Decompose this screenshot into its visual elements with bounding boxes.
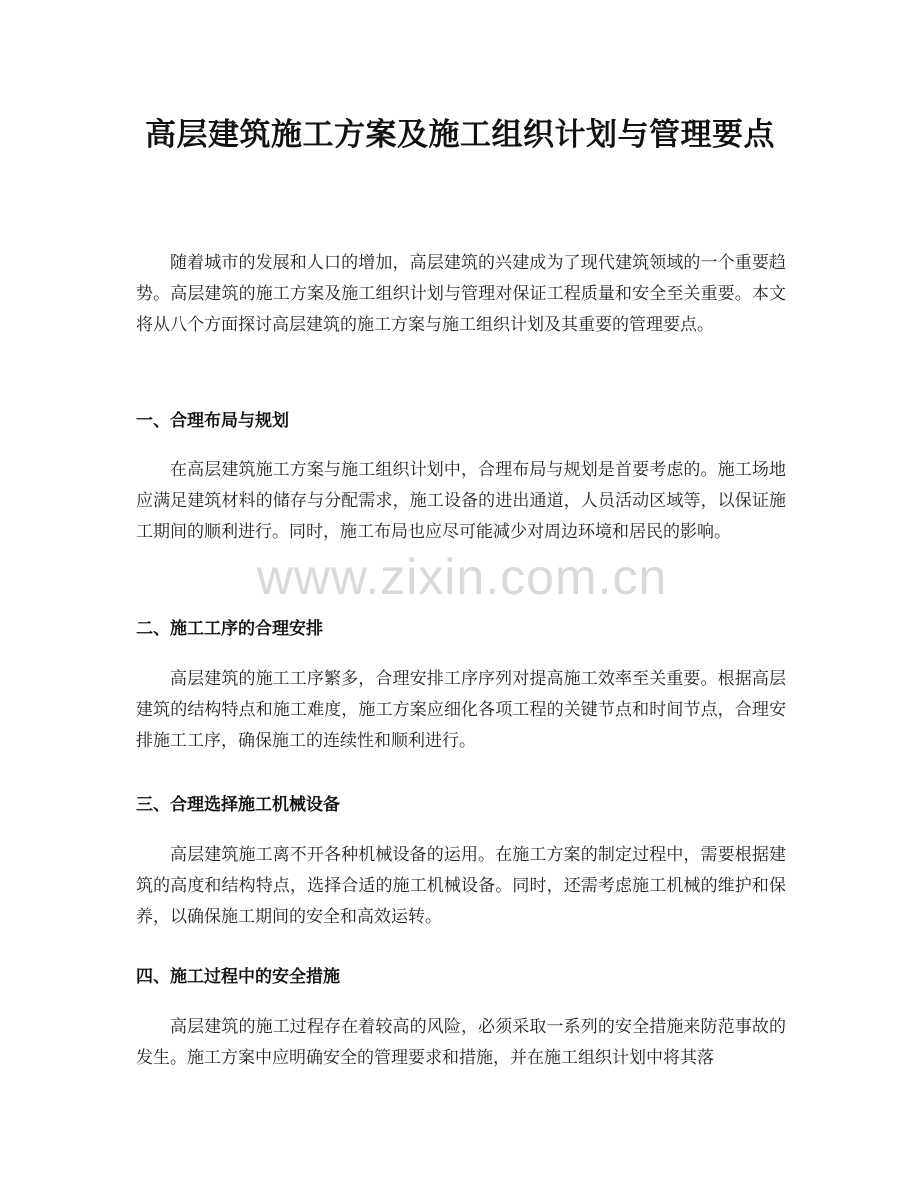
section-body-2: 高层建筑的施工工序繁多，合理安排工序序列对提高施工效率至关重要。根据高层建筑的结构特点和施工难度，施工方案应细化各项工程的关键节点和时间节点，合理安排施工工序，确保施工的连续性和顺利进行。 (136, 669, 786, 751)
section-body-4: 高层建筑的施工过程存在着较高的风险，必须采取一系列的安全措施来防范事故的发生。施工方案中应明确安全的管理要求和措施，并在施工组织计划中将其落 (136, 1017, 786, 1068)
section-heading-1: 一、合理布局与规划 (136, 411, 289, 431)
section-heading-4: 四、施工过程中的安全措施 (136, 967, 340, 987)
section-body-1: 在高层建筑施工方案与施工组织计划中，合理布局与规划是首要考虑的。施工场地应满足建筑材料的储存与分配需求，施工设备的进出通道，人员活动区域等，以保证施工期间的顺利进行。同时，施工布局也应尽可能减少对周边环境和居民的影响。 (136, 460, 786, 542)
watermark: www.zixin.com.cn (256, 549, 668, 605)
document-title: 高层建筑施工方案及施工组织计划与管理要点 (145, 117, 775, 153)
section-heading-2: 二、施工工序的合理安排 (136, 619, 323, 639)
intro-paragraph: 随着城市的发展和人口的增加，高层建筑的兴建成为了现代建筑领域的一个重要趋势。高层建筑的施工方案及施工组织计划与管理对保证工程质量和安全至关重要。本文将从八个方面探讨高层建筑的施工方案与施工组织计划及其重要的管理要点。 (136, 253, 786, 335)
section-heading-3: 三、合理选择施工机械设备 (136, 795, 340, 815)
section-body-3: 高层建筑施工离不开各种机械设备的运用。在施工方案的制定过程中，需要根据建筑的高度和结构特点，选择合适的施工机械设备。同时，还需考虑施工机械的维护和保养，以确保施工期间的安全和高效运转。 (136, 845, 786, 927)
